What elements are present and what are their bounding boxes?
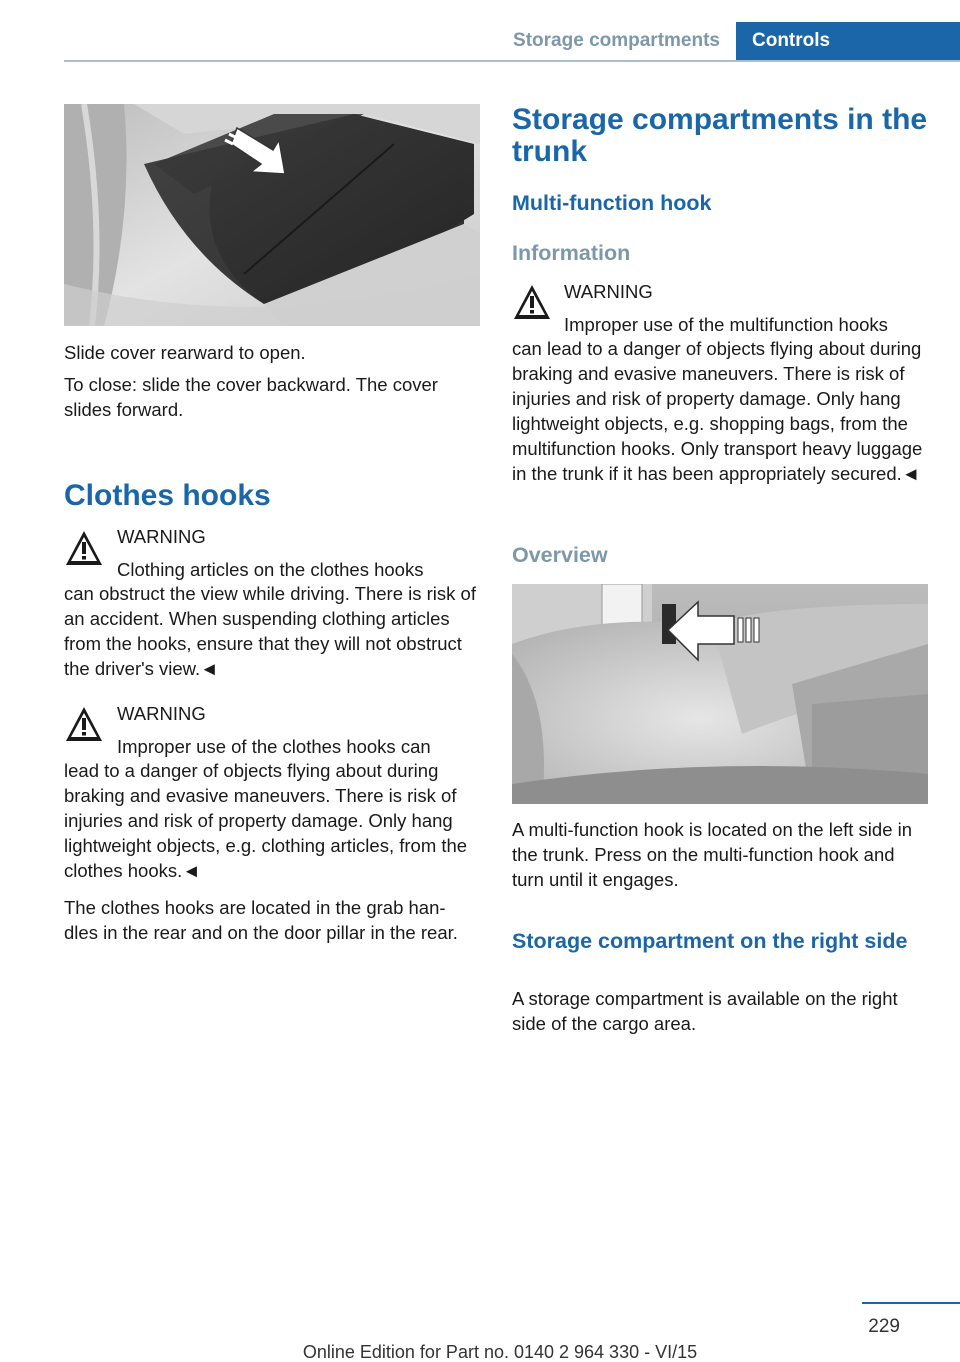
header-chapter-tab: Controls: [736, 22, 960, 62]
warning-triangle-icon: [512, 282, 552, 322]
trunk-hook-illustration: [512, 584, 928, 804]
console-cover-photo: [64, 104, 480, 326]
hook-description: A multi-function hook is located on the left side in the trunk. Press on the multi-function hook and turn until it engages.: [512, 819, 913, 890]
footer-rule: [862, 1302, 960, 1304]
warning-2-first-line: Improper use of the clothes hooks can: [117, 736, 431, 757]
warning-3-body: can lead to a danger of objects flying about during braking and evasive maneuvers. There is risk of injuries and risk of property damage. Only hang lightweight objects, e.g. shopping bags, from the multifunction hooks. Only transport heavy luggage in the trunk if it has been appropriately secured.◄: [512, 338, 923, 484]
right-side-compartment-text: A storage compartment is available on the right side of the cargo area.: [512, 988, 898, 1034]
warning-1-title: WARNING: [117, 526, 206, 547]
clothes-hooks-heading: Clothes hooks: [64, 479, 271, 512]
cover-open-caption: Slide cover rearward to open.: [64, 342, 306, 363]
warning-triangle-icon: [64, 528, 104, 568]
multi-function-hook-heading: Multi-function hook: [512, 191, 712, 215]
cover-close-caption: To close: slide the cover backward. The cover slides forward.: [64, 374, 438, 420]
trunk-storage-heading: Storage compartments in the trunk: [512, 103, 928, 168]
warning-triangle-icon: [64, 704, 104, 744]
trunk-hook-photo: [512, 584, 928, 804]
header-section-title: Storage compartments: [513, 30, 720, 51]
clothes-hooks-location: The clothes hooks are located in the grab han-dles in the rear and on the door pillar in the rear.: [64, 897, 458, 943]
warning-1-first-line: Clothing articles on the clothes hooks: [117, 559, 424, 580]
console-cover-illustration: [64, 104, 480, 326]
overview-heading: Overview: [512, 543, 608, 567]
warning-3-title: WARNING: [564, 281, 653, 302]
warning-3-first-line: Improper use of the multifunction hooks: [564, 314, 888, 335]
page-number: 229: [868, 1316, 900, 1337]
information-heading: Information: [512, 241, 631, 265]
right-side-compartment-heading: Storage compartment on the right side: [512, 929, 908, 953]
warning-1-body: can obstruct the view while driving. There is risk of an accident. When suspending clothing articles from the hooks, ensure that they will not obstruct the driver's view.◄: [64, 583, 476, 679]
header-rule: [64, 60, 960, 62]
warning-2-body: lead to a danger of objects flying about during braking and evasive maneuvers. There is risk of injuries and risk of property damage. Only hang lightweight objects, e.g. clothing articles, from the clothes hooks.◄: [64, 760, 468, 881]
warning-2-title: WARNING: [117, 703, 206, 724]
edition-footer: Online Edition for Part no. 0140 2 964 330 - VI/15: [302, 1342, 698, 1362]
